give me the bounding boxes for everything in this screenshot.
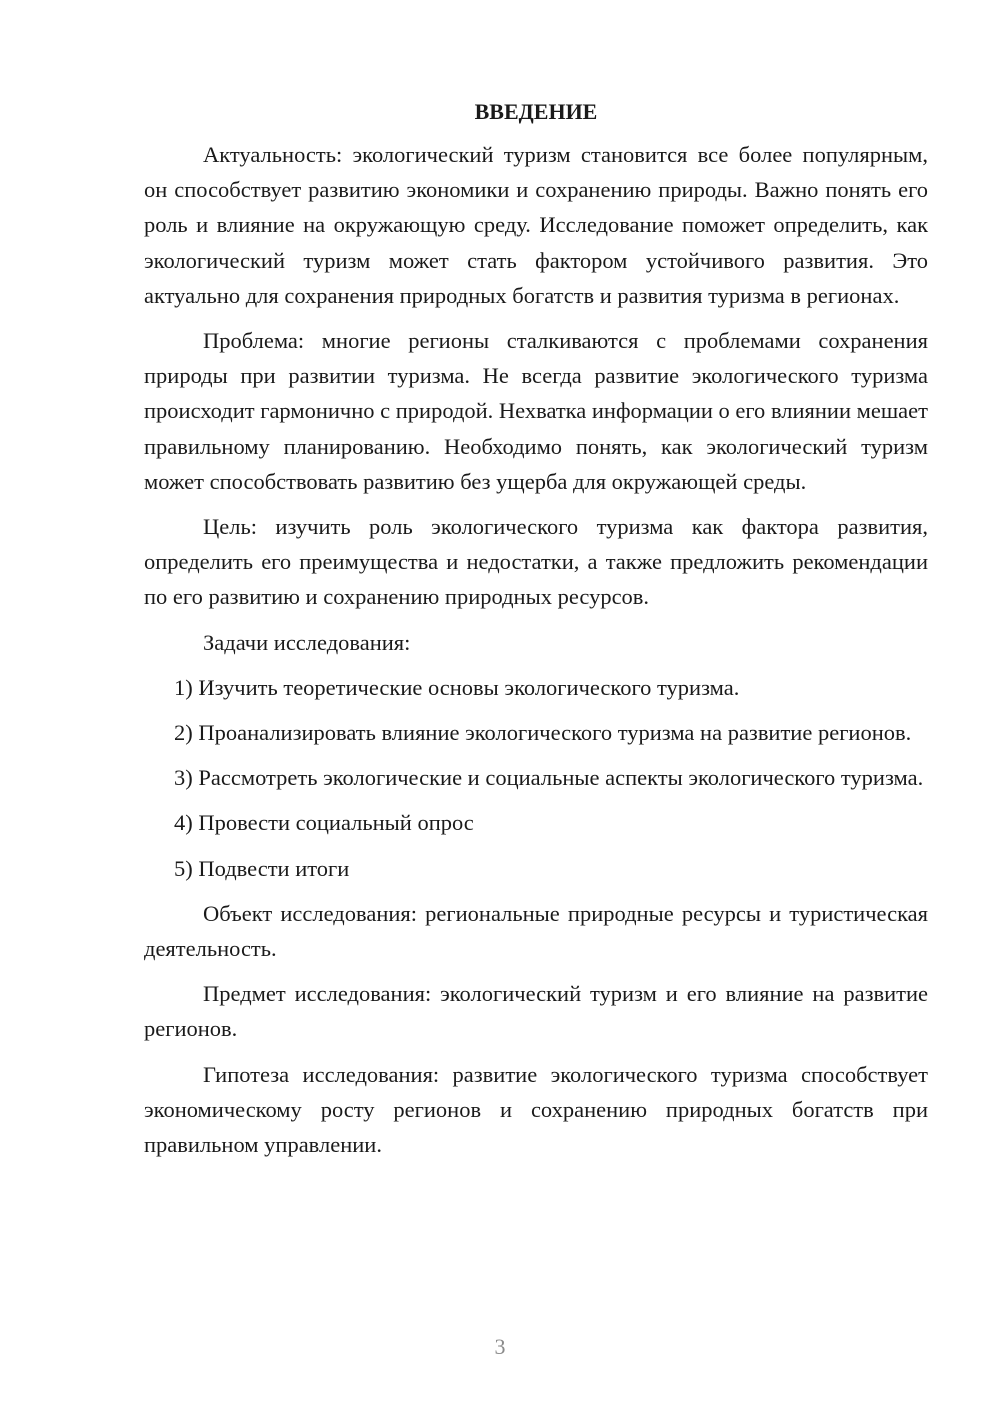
relevance-paragraph: Актуальность: экологический туризм становится все более популярным, он способствует развитию экономики и сохранению природы. Важно понять его роль и влияние на окружающую среду. Исследование поможет определить, как экологический туризм может стать фактором устойчивого развития. Это актуально для сохранения природных богатств и развития туризма в регионах.	[144, 142, 928, 308]
subject-paragraph: Предмет исследования: экологический туризм и его влияние на развитие регионов.	[144, 981, 928, 1042]
problem-paragraph: Проблема: многие регионы сталкиваются с проблемами сохранения природы при развитии туризма. Не всегда развитие экологического туризма происходит гармонично с природой. Нехватка информации о его влиянии мешает правильному планированию. Необходимо понять, как экологический туризм может способствовать развитию без ущерба для окружающей среды.	[144, 328, 928, 494]
object-paragraph: Объект исследования: региональные природные ресурсы и туристическая деятельность.	[144, 900, 928, 962]
task-item-3: 3) Рассмотреть экологические и социальные аспекты экологического туризма.	[174, 765, 924, 791]
page-number: 3	[494, 1334, 506, 1359]
page-content	[144, 96, 928, 1172]
task-item-4: 4) Провести социальный опрос	[174, 810, 474, 836]
hypothesis-paragraph: Гипотеза исследования: развитие экологического туризма способствует экономическому росту регионов и сохранению природных богатств при правильном управлении.	[144, 1061, 928, 1158]
task-item-5: 5) Подвести итоги	[174, 855, 350, 881]
goal-paragraph: Цель: изучить роль экологического туризма как фактора развития, определить его преимущества и недостатки, а также предложить рекомендации по его развитию и сохранению природных ресурсов.	[144, 514, 928, 610]
tasks-heading: Задачи исследования:	[203, 629, 411, 655]
task-item-2: 2) Проанализировать влияние экологического туризма на развитие регионов.	[174, 720, 912, 746]
page-title: ВВЕДЕНИЕ	[474, 99, 598, 124]
task-item-1: 1) Изучить теоретические основы экологического туризма.	[174, 674, 740, 700]
